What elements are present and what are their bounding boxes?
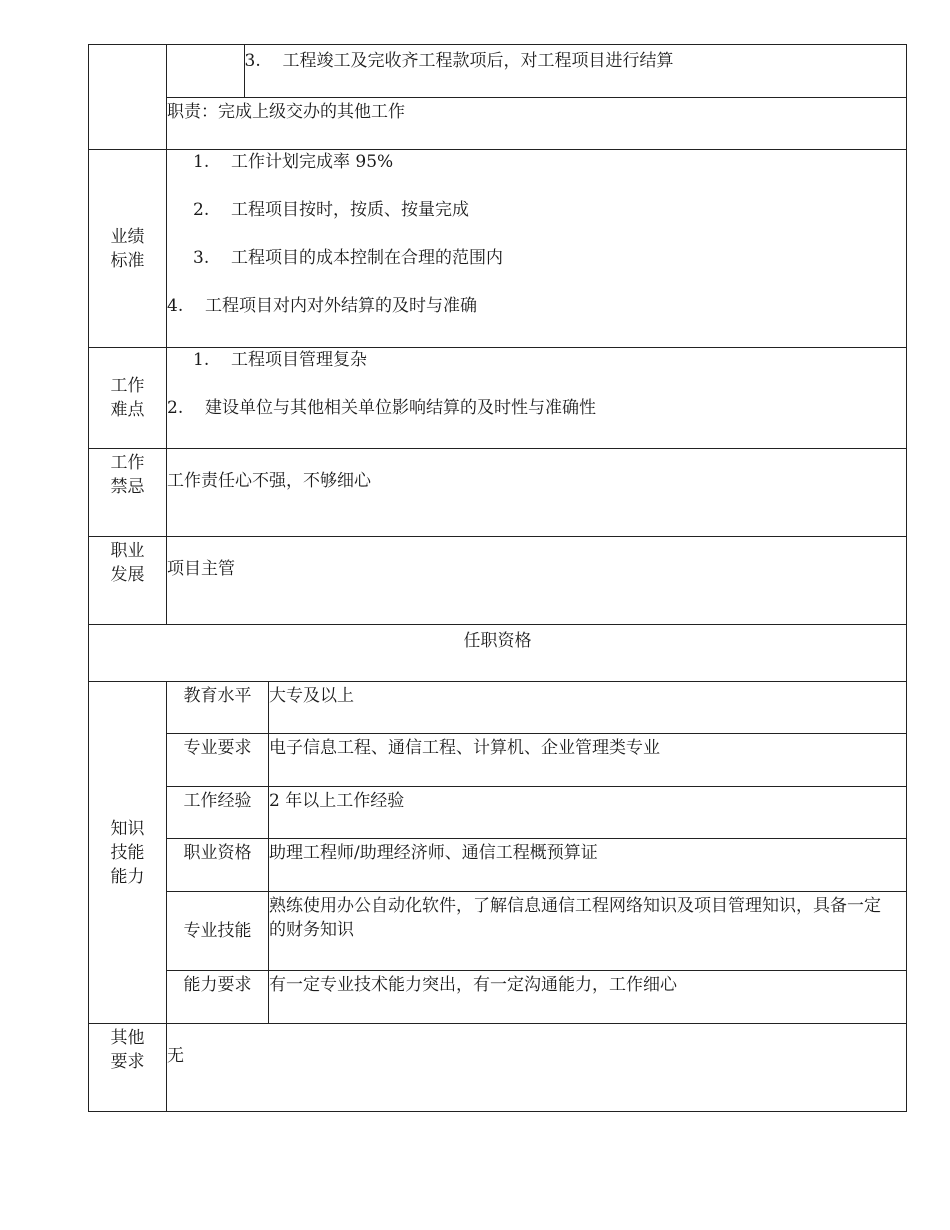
career-label: 职业发展 bbox=[110, 541, 145, 585]
list-item bbox=[167, 294, 906, 342]
qualification-header: 任职资格 bbox=[89, 625, 907, 682]
list-number: 2. bbox=[193, 200, 210, 220]
qualification-row-value: 2 年以上工作经验 bbox=[269, 787, 907, 839]
other-text: 无 bbox=[167, 1024, 907, 1112]
list-text: 工程项目管理复杂 bbox=[231, 350, 367, 370]
other-label-cell bbox=[89, 1024, 167, 1112]
qualification-row-label: 专业要求 bbox=[167, 734, 269, 787]
list-text: 工程竣工及完收齐工程款项后，对工程项目进行结算 bbox=[282, 51, 674, 71]
duty-item-row bbox=[167, 45, 907, 98]
performance-list bbox=[167, 150, 907, 348]
taboo-label-cell bbox=[89, 449, 167, 537]
difficulty-label: 工作难点 bbox=[110, 376, 145, 420]
list-item bbox=[167, 246, 906, 294]
qualification-row-label: 专业技能 bbox=[167, 892, 269, 971]
career-text: 项目主管 bbox=[167, 537, 907, 625]
list-number: 1. bbox=[193, 152, 210, 172]
list-number: 3. bbox=[244, 51, 261, 71]
qualification-row-value: 电子信息工程、通信工程、计算机、企业管理类专业 bbox=[269, 734, 907, 787]
duty-item-3 bbox=[244, 45, 906, 97]
list-item bbox=[167, 150, 906, 198]
list-text: 工程项目按时，按质、按量完成 bbox=[231, 200, 469, 220]
list-text: 工作计划完成率 95% bbox=[231, 152, 394, 172]
list-text: 工程项目对内对外结算的及时与准确 bbox=[205, 296, 477, 316]
list-number: 2. bbox=[167, 398, 184, 418]
taboo-text: 工作责任心不强，不够细心 bbox=[167, 449, 907, 537]
duty-spacer-cell bbox=[167, 45, 244, 97]
career-label-cell bbox=[89, 537, 167, 625]
performance-label-cell bbox=[89, 150, 167, 348]
list-number: 4. bbox=[167, 296, 184, 316]
qualification-row-label: 能力要求 bbox=[167, 971, 269, 1024]
job-description-table bbox=[88, 44, 907, 1112]
other-label: 其他要求 bbox=[110, 1028, 145, 1072]
list-text: 建设单位与其他相关单位影响结算的及时性与准确性 bbox=[205, 398, 596, 418]
qualification-row-label: 职业资格 bbox=[167, 839, 269, 892]
qualification-row-value: 助理工程师/助理经济师、通信工程概预算证 bbox=[269, 839, 907, 892]
continuation-label-cell bbox=[89, 45, 167, 150]
list-item bbox=[167, 348, 906, 396]
qualification-row-value: 有一定专业技术能力突出，有一定沟通能力，工作细心 bbox=[269, 971, 907, 1024]
qualification-row-value: 大专及以上 bbox=[269, 682, 907, 734]
qualification-row-label: 教育水平 bbox=[167, 682, 269, 734]
list-item bbox=[167, 198, 906, 246]
qualification-label-cell bbox=[89, 682, 167, 1024]
list-number: 1. bbox=[193, 350, 210, 370]
taboo-label: 工作禁忌 bbox=[110, 453, 145, 497]
list-text: 工程项目的成本控制在合理的范围内 bbox=[231, 248, 503, 268]
difficulty-label-cell bbox=[89, 348, 167, 449]
difficulty-list bbox=[167, 348, 907, 449]
qualification-row-value: 熟练使用办公自动化软件，了解信息通信工程网络知识及项目管理知识，具备一定的财务知识 bbox=[269, 892, 907, 971]
duty-other: 职责：完成上级交办的其他工作 bbox=[167, 98, 907, 150]
list-item bbox=[167, 396, 906, 444]
list-number: 3. bbox=[193, 248, 210, 268]
qualification-row-label: 工作经验 bbox=[167, 787, 269, 839]
performance-label: 业绩标准 bbox=[110, 226, 145, 271]
qualification-label: 知识技能能力 bbox=[110, 818, 145, 887]
